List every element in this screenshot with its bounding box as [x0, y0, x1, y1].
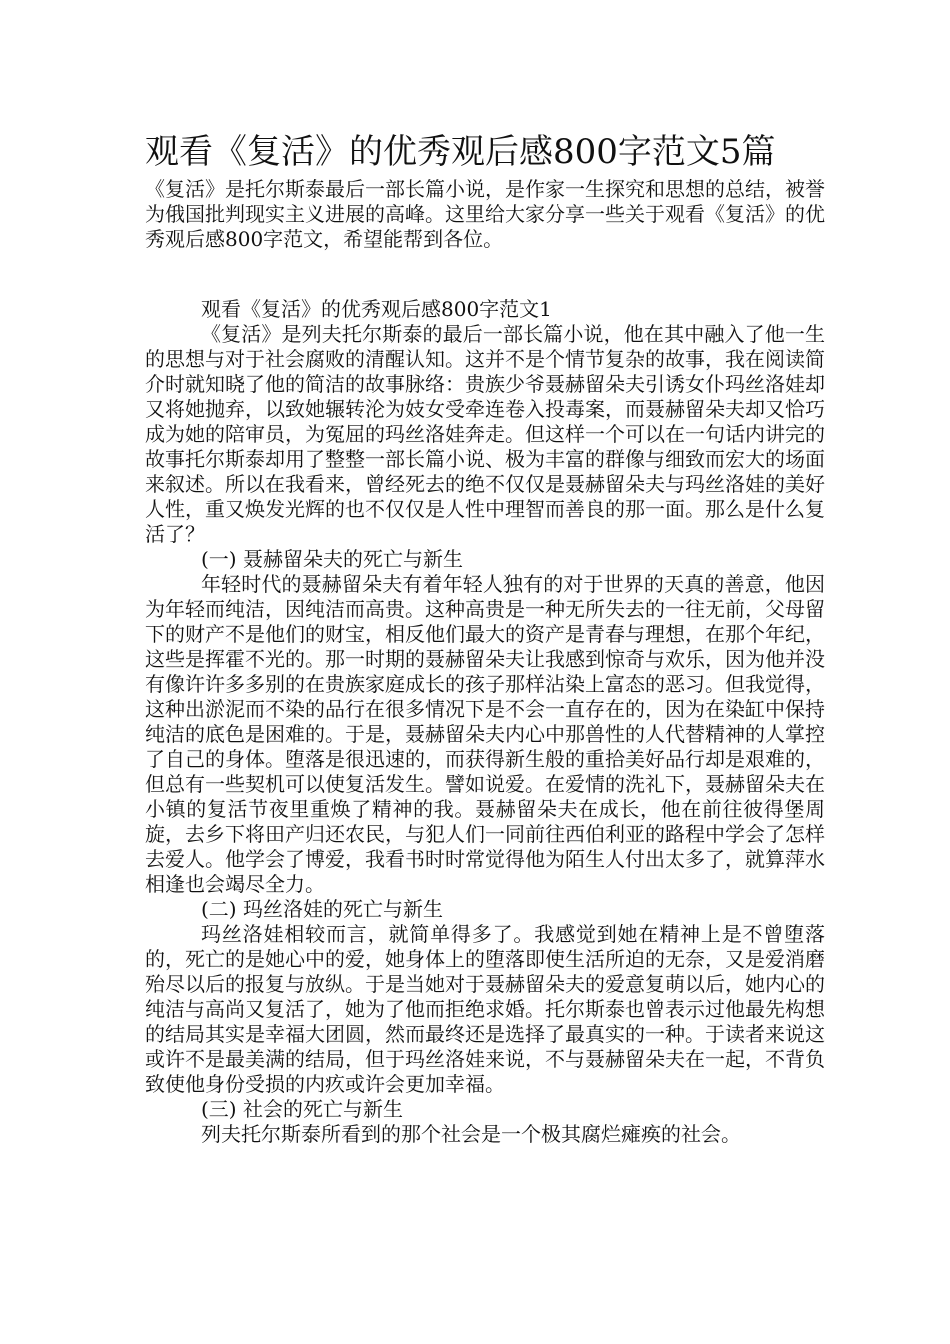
- subheading-3: (三) 社会的死亡与新生: [201, 1097, 403, 1121]
- body-paragraph-2: 年轻时代的聂赫留朵夫有着年轻人独有的对于世界的天真的善意，他因为年轻而纯洁，因纯洁而高贵。这种高贵是一种无所失去的一往无前，父母留下的财产不是他们的财宝，相反他们最大的资产是青春与理想，在那个年纪，这些是挥霍不光的。那一时期的聂赫留朵夫让我感到惊奇与欢乐，因为他并没有像许许多多别的在贵族家庭成长的孩子那样沾染上富态的恶习。但我觉得，这种出淤泥而不染的品行在很多情况下是不会一直存在的，因为在染缸中保持纯洁的底色是困难的。于是，聂赫留朵夫内心中那兽性的人代替精神的人掌控了自己的身体。堕落是很迅速的，而获得新生般的重拾美好品行却是艰难的，但总有一些契机可以使复活发生。譬如说爱。在爱情的洗礼下，聂赫留朵夫在小镇的复活节夜里重焕了精神的我。聂赫留朵夫在成长，他在前往彼得堡周旋，去乡下将田产归还农民，与犯人们一同前往西伯利亚的路程中学会了怎样去爱人。他学会了博爱，我看书时时常觉得他为陌生人付出太多了，就算萍水相逢也会竭尽全力。: [145, 572, 825, 896]
- intro-paragraph: 《复活》是托尔斯泰最后一部长篇小说，是作家一生探究和思想的总结，被誉为俄国批判现实主义进展的高峰。这里给大家分享一些关于观看《复活》的优秀观后感800字范文，希望能帮到各位。: [145, 177, 825, 251]
- body-paragraph-4: 列夫托尔斯泰所看到的那个社会是一个极其腐烂瘫痪的社会。: [201, 1122, 741, 1146]
- subheading-2: (二) 玛丝洛娃的死亡与新生: [201, 897, 443, 921]
- body-paragraph-3: 玛丝洛娃相较而言，就简单得多了。我感觉到她在精神上是不曾堕落的，死亡的是她心中的爱，她身体上的堕落即使生活所迫的无奈，又是爱消磨殆尽以后的报复与放纵。于是当她对于聂赫留朵夫的爱意复萌以后，她内心的纯洁与高尚又复活了，她为了他而拒绝求婚。托尔斯泰也曾表示过他最先构想的结局其实是幸福大团圆，然而最终还是选择了最真实的一种。于读者来说这或许不是最美满的结局，但于玛丝洛娃来说，不与聂赫留朵夫在一起，不背负致使他身份受损的内疚或许会更加幸福。: [145, 922, 825, 1096]
- document-body: [145, 177, 825, 1147]
- section-title: 观看《复活》的优秀观后感800字范文1: [201, 297, 552, 321]
- paragraph-spacer: [145, 252, 825, 297]
- body-paragraph-1: 《复活》是列夫托尔斯泰的最后一部长篇小说，他在其中融入了他一生的思想与对于社会腐败的清醒认知。这并不是个情节复杂的故事，我在阅读简介时就知晓了他的简洁的故事脉络：贵族少爷聂赫留朵夫引诱女仆玛丝洛娃却又将她抛弃，以致她辗转沦为妓女受牵连卷入投毒案，而聂赫留朵夫却又恰巧成为她的陪审员，为冤屈的玛丝洛娃奔走。但这样一个可以在一句话内讲完的故事托尔斯泰却用了整整一部长篇小说、极为丰富的群像与细致而宏大的场面来叙述。所以在我看来，曾经死去的绝不仅仅是聂赫留朵夫与玛丝洛娃的美好人性，重又焕发光辉的也不仅仅是人性中理智而善良的那一面。那么是什么复活了？: [145, 322, 825, 546]
- subheading-1: (一) 聂赫留朵夫的死亡与新生: [201, 547, 463, 571]
- document-title: 观看《复活》的优秀观后感800字范文5篇: [145, 132, 776, 172]
